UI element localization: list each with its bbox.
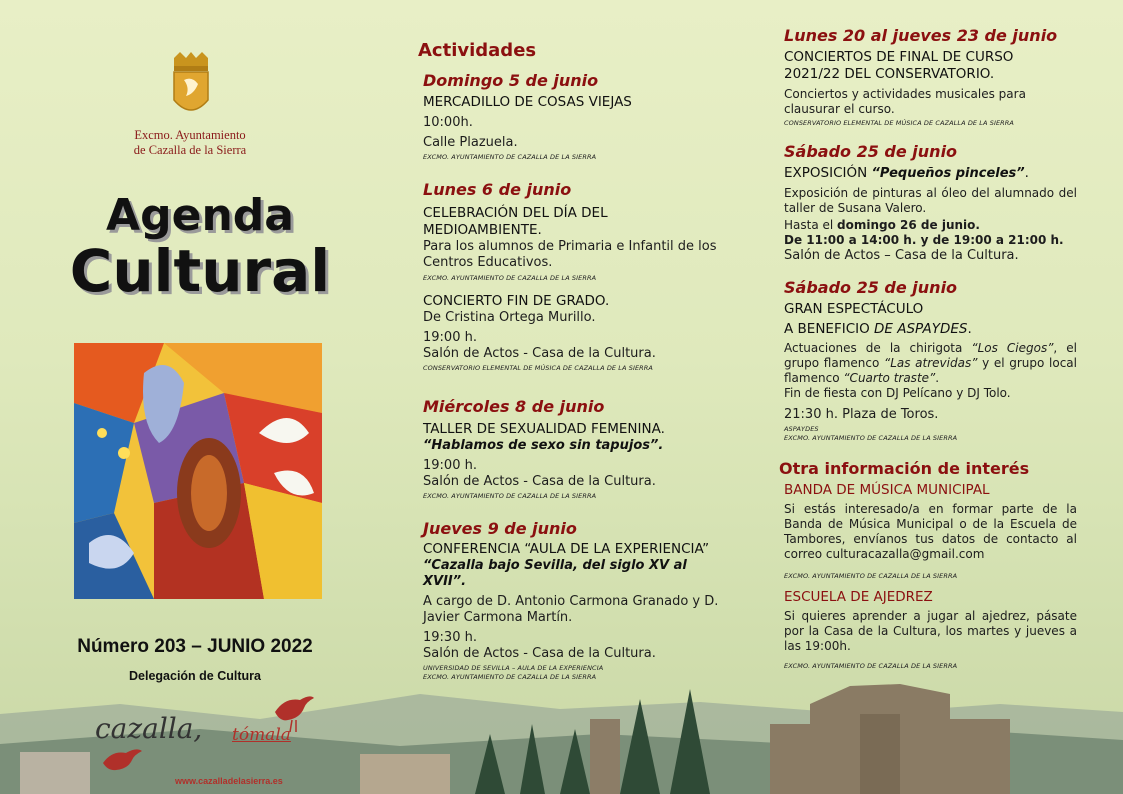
event-date: Jueves 9 de junio bbox=[423, 519, 577, 538]
page-title bbox=[0, 190, 400, 305]
activities-heading: Actividades bbox=[418, 40, 537, 61]
logo-script: cazalla, bbox=[95, 712, 203, 745]
event-date: Lunes 20 al jueves 23 de junio bbox=[784, 26, 1058, 45]
event-organizer: EXCMO. AYUNTAMIENTO DE CAZALLA DE LA SIERRA bbox=[784, 434, 958, 442]
website-link[interactable]: www.cazalladelasierra.es bbox=[175, 776, 283, 786]
event-title-line2: A BENEFICIO DE ASPAYDES. bbox=[784, 321, 972, 337]
event-organizer: UNIVERSIDAD DE SEVILLA – AULA DE LA EXPERIENCIA bbox=[423, 664, 604, 672]
title-line2: Cultural bbox=[69, 237, 331, 305]
event-place: Calle Plazuela. bbox=[423, 135, 518, 150]
event-place: Salón de Actos - Casa de la Cultura. bbox=[423, 346, 656, 361]
event-description: De Cristina Ortega Murillo. bbox=[423, 310, 596, 325]
chess-organizer: EXCMO. AYUNTAMIENTO DE CAZALLA DE LA SIERRA bbox=[784, 662, 958, 670]
event-day3 bbox=[418, 397, 723, 501]
event-title: CONCIERTOS DE FINAL DE CURSO 2021/22 DEL CONSERVATORIO. bbox=[784, 49, 1014, 82]
event-hours: De 11:00 a 14:00 h. y de 19:00 a 21:00 h. bbox=[784, 233, 1064, 247]
band-description: Si estás interesado/a en formar parte de la Banda de Música Municipal o de la Escuela de Tambores, envíanos tus datos de contacto al correo culturacazalla@gmail.com bbox=[784, 502, 1077, 561]
chess-description: Si quieres aprender a jugar al ajedrez, pásate por la Casa de la Cultura, los martes y jueves a las 19:00h. bbox=[784, 609, 1077, 653]
council-line2: de Cazalla de la Sierra bbox=[133, 143, 247, 157]
event-title: CONCIERTO FIN DE GRADO. bbox=[423, 293, 610, 309]
event-organizer: ASPAYDES bbox=[784, 425, 819, 433]
event-title: MERCADILLO DE COSAS VIEJAS bbox=[423, 94, 632, 110]
event-day6 bbox=[779, 142, 1077, 264]
event-description: Conciertos y actividades musicales para clausurar el curso. bbox=[784, 87, 1026, 116]
event-date: Domingo 5 de junio bbox=[423, 71, 599, 90]
event-description: A cargo de D. Antonio Carmona Granado y D. Javier Carmona Martín. bbox=[423, 594, 719, 625]
event-date: Sábado 25 de junio bbox=[784, 278, 958, 297]
event-organizer: EXCMO. AYUNTAMIENTO DE CAZALLA DE LA SIERRA bbox=[423, 274, 597, 282]
other-info-heading: Otra información de interés bbox=[779, 459, 1030, 478]
event-title: CELEBRACIÓN DEL DÍA DEL MEDIOAMBIENTE. bbox=[423, 205, 608, 238]
event-time: 21:30 h. Plaza de Toros. bbox=[784, 407, 939, 422]
council-name bbox=[110, 128, 270, 158]
event-organizer: EXCMO. AYUNTAMIENTO DE CAZALLA DE LA SIERRA bbox=[423, 492, 597, 500]
event-place: Salón de Actos - Casa de la Cultura. bbox=[423, 474, 656, 489]
chess-title: ESCUELA DE AJEDREZ bbox=[784, 589, 933, 605]
chess-section bbox=[784, 589, 1077, 671]
event-organizer: CONSERVATORIO ELEMENTAL DE MÚSICA DE CAZALLA DE LA SIERRA bbox=[784, 119, 1014, 127]
event-subtitle: “Cazalla bajo Sevilla, del siglo XV al XVII”. bbox=[423, 558, 687, 589]
event-day7 bbox=[779, 278, 1077, 443]
cover-painting bbox=[74, 343, 322, 599]
title-line1: Agenda bbox=[106, 190, 294, 241]
delegation-name: Delegación de Cultura bbox=[129, 669, 261, 683]
event-time: 19:30 h. bbox=[423, 630, 477, 645]
event-organizer: CONSERVATORIO ELEMENTAL DE MÚSICA DE CAZALLA DE LA SIERRA bbox=[423, 364, 653, 372]
event-time: 10:00h. bbox=[423, 115, 473, 130]
event-day2 bbox=[418, 180, 723, 373]
council-line1: Excmo. Ayuntamiento bbox=[134, 128, 246, 142]
event-description: Exposición de pinturas al óleo del alumnado del taller de Susana Valero. bbox=[784, 186, 1077, 215]
event-day1 bbox=[418, 71, 723, 162]
activities-column-right bbox=[779, 26, 1077, 671]
event-organizer: EXCMO. AYUNTAMIENTO DE CAZALLA DE LA SIERRA bbox=[423, 673, 597, 681]
event-description-2: Fin de fiesta con DJ Pelícano y DJ Tolo. bbox=[784, 386, 1011, 400]
event-place: Salón de Actos – Casa de la Cultura. bbox=[784, 248, 1019, 263]
coat-of-arms-icon bbox=[170, 52, 212, 122]
event-day4 bbox=[418, 519, 723, 682]
event-time: 19:00 h. bbox=[423, 330, 477, 345]
event-title: TALLER DE SEXUALIDAD FEMENINA. bbox=[423, 421, 665, 437]
event-date: Miércoles 8 de junio bbox=[423, 397, 605, 416]
event-subtitle: “Hablamos de sexo sin tapujos”. bbox=[423, 438, 664, 453]
event-title: EXPOSICIÓN “Pequeños pinceles”. bbox=[784, 165, 1029, 181]
band-organizer: EXCMO. AYUNTAMIENTO DE CAZALLA DE LA SIERRA bbox=[784, 572, 958, 580]
issue-number: Número 203 – JUNIO 2022 bbox=[77, 636, 313, 657]
event-time: 19:00 h. bbox=[423, 458, 477, 473]
event-day5 bbox=[779, 26, 1077, 128]
event-place: Salón de Actos - Casa de la Cultura. bbox=[423, 646, 656, 661]
event-title: GRAN ESPECTÁCULO bbox=[784, 301, 924, 317]
band-section bbox=[784, 482, 1077, 581]
event-description: Actuaciones de la chirigota “Los Ciegos”, el grupo flamenco “Las atrevidas” y el grupo local flamenco “Cuarto traste”. bbox=[784, 341, 1077, 385]
event-until: Hasta el domingo 26 de junio. bbox=[784, 218, 980, 232]
bird-logo-small-icon bbox=[100, 745, 145, 780]
event-description: Para los alumnos de Primaria e Infantil de los Centros Educativos. bbox=[423, 239, 717, 270]
activities-column bbox=[418, 40, 723, 682]
event-date: Sábado 25 de junio bbox=[784, 142, 958, 161]
logo-tagline: tómala bbox=[232, 725, 291, 745]
event-organizer: EXCMO. AYUNTAMIENTO DE CAZALLA DE LA SIERRA bbox=[423, 153, 597, 161]
event-date: Lunes 6 de junio bbox=[423, 180, 572, 199]
band-title: BANDA DE MÚSICA MUNICIPAL bbox=[784, 482, 990, 498]
event-title: CONFERENCIA “AULA DE LA EXPERIENCIA” bbox=[423, 541, 710, 557]
